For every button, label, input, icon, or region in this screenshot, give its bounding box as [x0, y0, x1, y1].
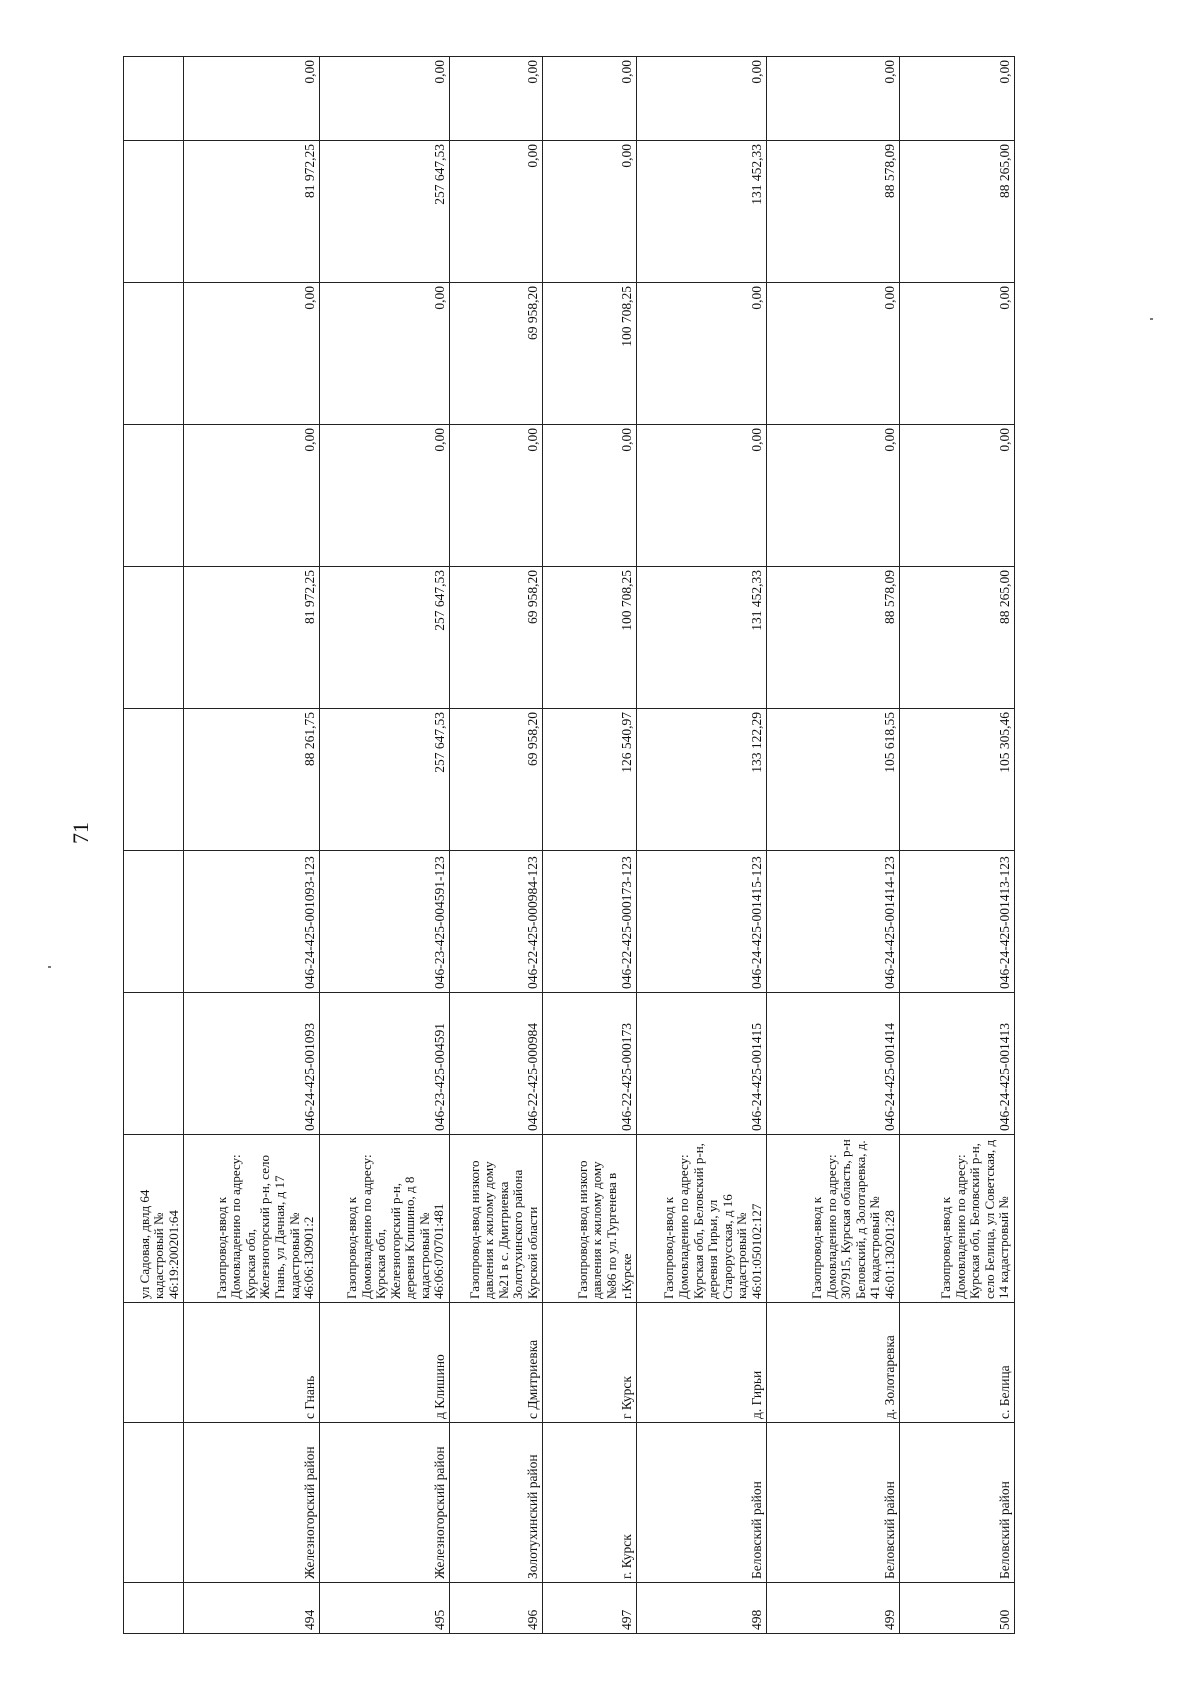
cell-num: 495 — [319, 1583, 449, 1634]
cell-locality: с Гнань — [184, 1303, 319, 1423]
cell-object: Газопровод-ввод к Домовладению по адресу: Курская обл, Железногорский р-н, деревня Клишино, д 8 кадастровый № 46:06:070701:481 — [319, 1135, 449, 1303]
cell-v2: 88 265,00 — [900, 567, 1015, 709]
cell-v4: 100 708,25 — [543, 283, 637, 425]
cell-num — [124, 1583, 184, 1634]
cell-v2: 131 452,33 — [637, 567, 767, 709]
cell-reg-no: 046-24-425-001093-123 — [184, 851, 319, 993]
cell-inv-no: 046-23-425-004591 — [319, 993, 449, 1135]
cell-v1: 105 305,46 — [900, 709, 1015, 851]
cell-v2: 100 708,25 — [543, 567, 637, 709]
cell-locality: д Клишино — [319, 1303, 449, 1423]
cell-inv-no: 046-24-425-001093 — [184, 993, 319, 1135]
cell-v6 — [124, 57, 184, 141]
scan-speck — [48, 966, 51, 968]
cell-v1: 257 647,53 — [319, 709, 449, 851]
cell-inv-no: 046-24-425-001415 — [637, 993, 767, 1135]
cell-v5: 81 972,25 — [184, 141, 319, 283]
cell-locality: г Курск — [543, 1303, 637, 1423]
cell-object: Газопровод-ввод к Домовладению по адресу: Курская обл, Беловский р-н, деревня Гирьи, ул Старорусская, д 16 кадастровый № 46:01:050102:127 — [637, 1135, 767, 1303]
cell-object: Газопровод-ввод низкого давления к жилому дому №86 по ул.Тургенева в г.Курске — [543, 1135, 637, 1303]
cell-v4: 0,00 — [900, 283, 1015, 425]
cell-reg-no: 046-24-425-001413-123 — [900, 851, 1015, 993]
cell-v2 — [124, 567, 184, 709]
cell-district: Беловский район — [767, 1423, 900, 1583]
cell-v4: 0,00 — [637, 283, 767, 425]
table-row — [449, 57, 543, 1634]
cell-locality: д. Золотаревка — [767, 1303, 900, 1423]
cell-v4: 0,00 — [319, 283, 449, 425]
cell-object: Газопровод-ввод к Домовладению по адресу: Курская обл, Беловский р-н, село Белица, ул Советская, д 14 кадастровый № — [900, 1135, 1015, 1303]
cell-v6: 0,00 — [767, 57, 900, 141]
page-number: 71 — [68, 822, 93, 844]
cell-num: 494 — [184, 1583, 319, 1634]
table-row — [900, 57, 1015, 1634]
cell-reg-no: 046-24-425-001414-123 — [767, 851, 900, 993]
cell-v3: 0,00 — [637, 425, 767, 567]
cell-district: г. Курск — [543, 1423, 637, 1583]
register-table-rotated — [123, 57, 1015, 1634]
cell-reg-no — [124, 851, 184, 993]
table-row — [184, 57, 319, 1634]
cell-v5: 257 647,53 — [319, 141, 449, 283]
scan-speck — [1150, 318, 1153, 320]
cell-v2: 81 972,25 — [184, 567, 319, 709]
cell-v4: 0,00 — [184, 283, 319, 425]
cell-locality: с Дмитриевка — [449, 1303, 543, 1423]
cell-v2: 257 647,53 — [319, 567, 449, 709]
cell-reg-no: 046-22-425-000984-123 — [449, 851, 543, 993]
cell-v4: 69 958,20 — [449, 283, 543, 425]
cell-v4: 0,00 — [767, 283, 900, 425]
cell-district: Беловский район — [900, 1423, 1015, 1583]
cell-v3: 0,00 — [767, 425, 900, 567]
cell-v6: 0,00 — [319, 57, 449, 141]
cell-v3: 0,00 — [449, 425, 543, 567]
cell-num: 498 — [637, 1583, 767, 1634]
cell-v6: 0,00 — [543, 57, 637, 141]
cell-v6: 0,00 — [900, 57, 1015, 141]
cell-inv-no: 046-24-425-001413 — [900, 993, 1015, 1135]
cell-v1: 105 618,55 — [767, 709, 900, 851]
cell-v6: 0,00 — [184, 57, 319, 141]
cell-reg-no: 046-22-425-000173-123 — [543, 851, 637, 993]
cell-reg-no: 046-23-425-004591-123 — [319, 851, 449, 993]
cell-v5: 0,00 — [449, 141, 543, 283]
cell-locality: с. Белица — [900, 1303, 1015, 1423]
cell-v3: 0,00 — [543, 425, 637, 567]
cell-district — [124, 1423, 184, 1583]
cell-inv-no: 046-22-425-000984 — [449, 993, 543, 1135]
cell-v6: 0,00 — [637, 57, 767, 141]
cell-num: 497 — [543, 1583, 637, 1634]
cell-inv-no: 046-24-425-001414 — [767, 993, 900, 1135]
cell-v3: 0,00 — [900, 425, 1015, 567]
cell-v1: 126 540,97 — [543, 709, 637, 851]
cell-v4 — [124, 283, 184, 425]
cell-v5: 131 452,33 — [637, 141, 767, 283]
cell-inv-no — [124, 993, 184, 1135]
cell-v6: 0,00 — [449, 57, 543, 141]
cell-locality — [124, 1303, 184, 1423]
table-row — [767, 57, 900, 1634]
cell-v3: 0,00 — [319, 425, 449, 567]
cell-num: 499 — [767, 1583, 900, 1634]
cell-object: Газопровод-ввод к Домовладению по адресу: 307915, Курская область, р-н Беловский, д Золотаревка, д. 41 кадастровый № 46:01:130201:28 — [767, 1135, 900, 1303]
table-row-continuation — [124, 57, 184, 1634]
cell-v5 — [124, 141, 184, 283]
cell-reg-no: 046-24-425-001415-123 — [637, 851, 767, 993]
cell-v2: 69 958,20 — [449, 567, 543, 709]
table-row — [637, 57, 767, 1634]
cell-v5: 0,00 — [543, 141, 637, 283]
cell-v1: 133 122,29 — [637, 709, 767, 851]
cell-district: Беловский район — [637, 1423, 767, 1583]
cell-district: Железногорский район — [319, 1423, 449, 1583]
cell-district: Золотухинский район — [449, 1423, 543, 1583]
cell-object: ул Садовая, двлд 64 кадастровый № 46:19:200201:64 — [124, 1135, 184, 1303]
cell-inv-no: 046-22-425-000173 — [543, 993, 637, 1135]
table-row — [543, 57, 637, 1634]
cell-num: 496 — [449, 1583, 543, 1634]
cell-v5: 88 578,09 — [767, 141, 900, 283]
cell-object: Газопровод-ввод низкого давления к жилому дому №21 в с. Дмитриевка Золотухинского района Курской области — [449, 1135, 543, 1303]
cell-v1 — [124, 709, 184, 851]
cell-locality: д. Гирьи — [637, 1303, 767, 1423]
register-table — [123, 56, 1015, 1634]
cell-num: 500 — [900, 1583, 1015, 1634]
cell-object: Газопровод-ввод к Домовладению по адресу: Курская обл, Железногорский р-н, село Гнань, ул Дачная, д 17 кадастровый № 46:06:130901:2 — [184, 1135, 319, 1303]
cell-v1: 69 958,20 — [449, 709, 543, 851]
cell-v1: 88 261,75 — [184, 709, 319, 851]
register-table-container — [123, 57, 1015, 1634]
cell-v3 — [124, 425, 184, 567]
cell-v3: 0,00 — [184, 425, 319, 567]
cell-v2: 88 578,09 — [767, 567, 900, 709]
table-row — [319, 57, 449, 1634]
cell-v5: 88 265,00 — [900, 141, 1015, 283]
cell-district: Железногорский район — [184, 1423, 319, 1583]
